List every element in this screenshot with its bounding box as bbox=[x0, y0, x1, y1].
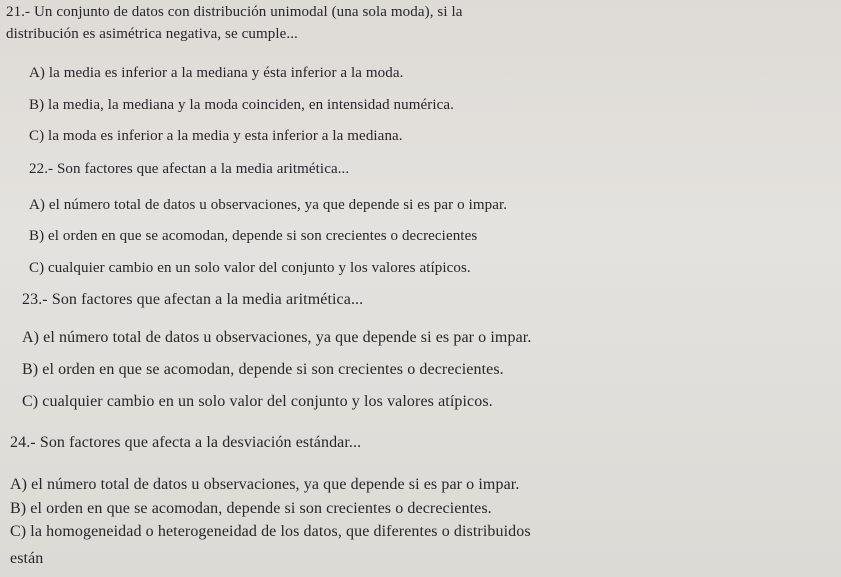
q24-option-b: B) el orden en que se acomodan, depende si son crecientes o decrecientes. bbox=[10, 500, 492, 517]
q24-option-c-line1: C) la homogeneidad o heterogeneidad de los datos, que diferentes o distribuidos bbox=[10, 523, 531, 540]
q21-stem-line2: distribución es asimétrica negativa, se cumple... bbox=[6, 26, 298, 42]
q21-stem-line1: 21.- Un conjunto de datos con distribución unimodal (una sola moda), si la bbox=[6, 4, 463, 20]
q22-option-c: C) cualquier cambio en un solo valor del conjunto y los valores atípicos. bbox=[29, 260, 471, 276]
q24-option-a: A) el número total de datos u observaciones, ya que depende si es par o impar. bbox=[10, 476, 520, 493]
q21-option-a: A) la media es inferior a la mediana y ésta inferior a la moda. bbox=[29, 65, 404, 81]
q21-option-b: B) la media, la mediana y la moda coinciden, en intensidad numérica. bbox=[29, 97, 454, 113]
q23-stem: 23.- Son factores que afectan a la media aritmética... bbox=[22, 291, 364, 308]
q22-stem: 22.- Son factores que afectan a la media aritmética... bbox=[29, 161, 350, 177]
q22-option-b: B) el orden en que se acomodan, depende si son crecientes o decrecientes bbox=[29, 228, 478, 244]
q24-stem: 24.- Son factores que afecta a la desviación estándar... bbox=[10, 434, 362, 451]
q23-option-c: C) cualquier cambio en un solo valor del conjunto y los valores atípicos. bbox=[22, 393, 493, 410]
q23-option-a: A) el número total de datos u observaciones, ya que depende si es par o impar. bbox=[22, 329, 532, 346]
q21-option-c: C) la moda es inferior a la media y esta inferior a la mediana. bbox=[29, 128, 403, 144]
q23-option-b: B) el orden en que se acomodan, depende si son crecientes o decrecientes. bbox=[22, 361, 504, 378]
q22-option-a: A) el número total de datos u observaciones, ya que depende si es par o impar. bbox=[29, 197, 508, 213]
q24-option-c-line2: están bbox=[10, 550, 44, 567]
